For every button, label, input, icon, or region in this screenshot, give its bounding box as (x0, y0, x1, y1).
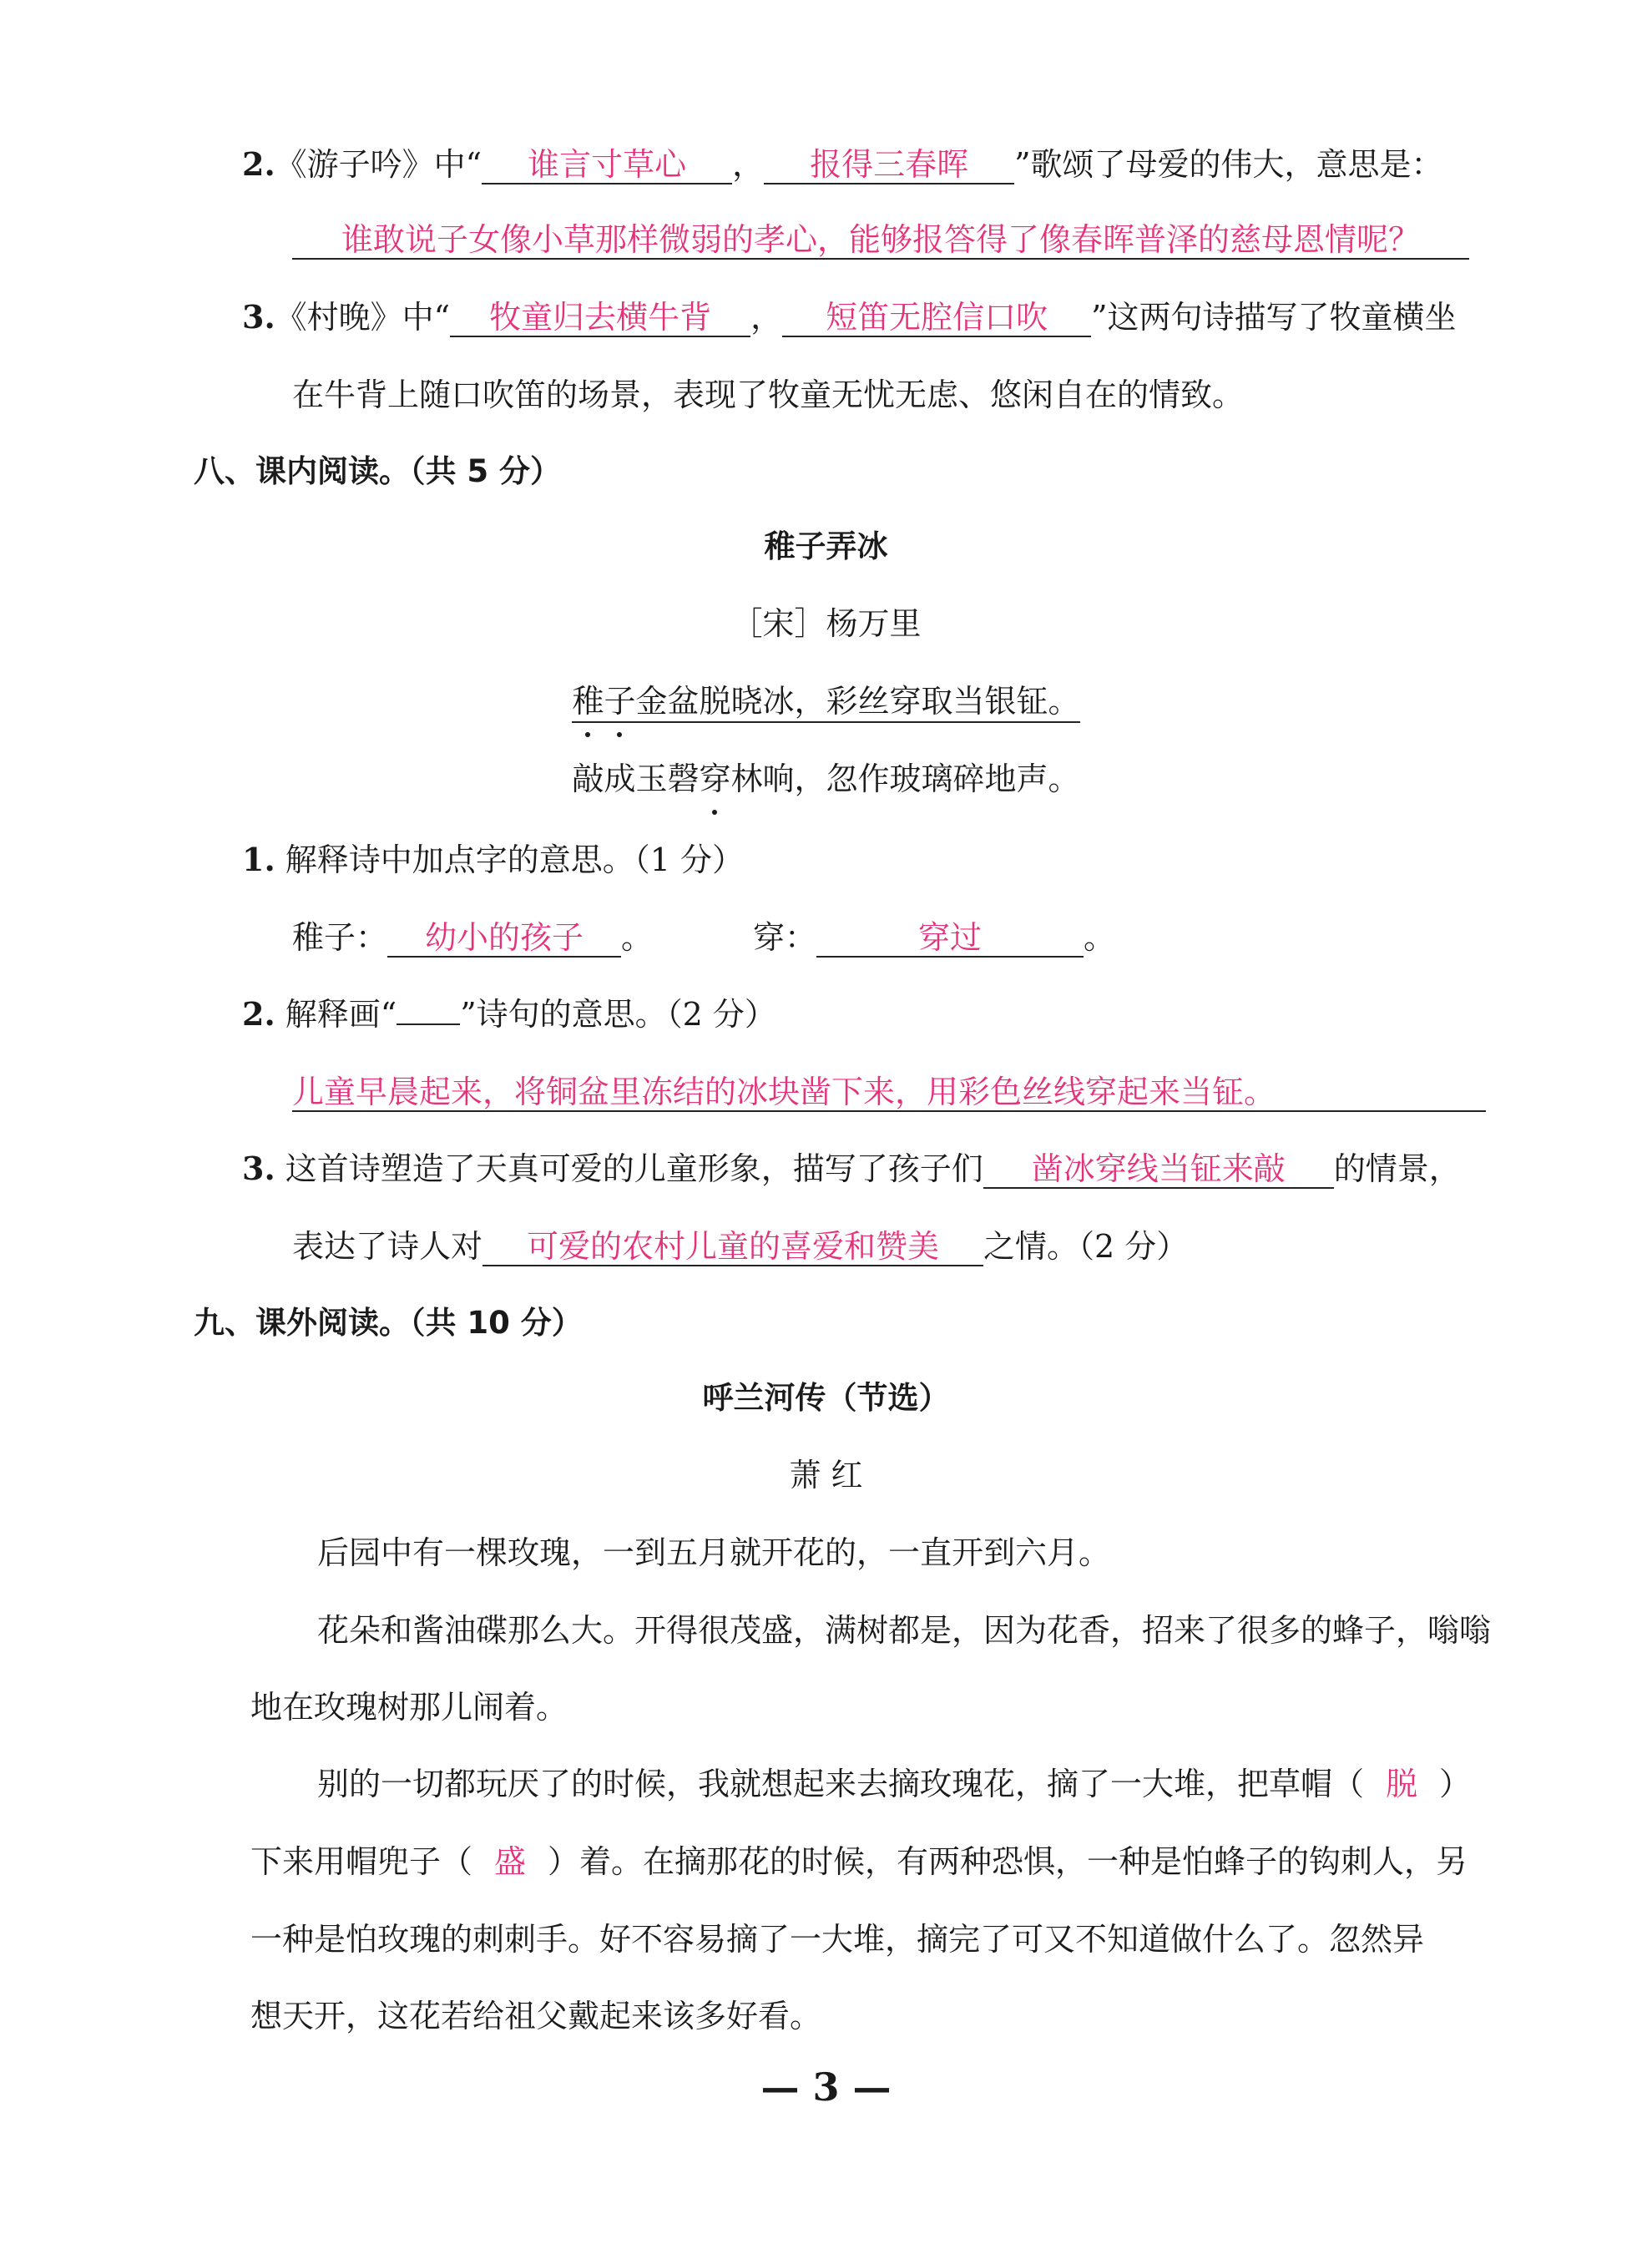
answer-blank: 谁言寸草心 (482, 146, 732, 184)
section-heading: 八、课内阅读。（共 5 分） (194, 453, 562, 489)
answer-blank: 穿过 (816, 919, 1084, 958)
answer-blank: 谁敢说子女像小草那样微弱的孝心，能够报答得了像春晖普泽的慈母恩情呢？ (292, 221, 1469, 260)
paragraph-2-line-1: 花朵和酱油碟那么大。开得很茂盛，满树都是，因为花香，招来了很多的蜂子，嗡嗡 (317, 1612, 1492, 1649)
sec8-q3-line1: 3. 这首诗塑造了天真可爱的儿童形象，描写了孩子们 凿冰穿线当钲来敲 的情景， (242, 1150, 1461, 1187)
poem-author: ［宋］杨万里 (730, 605, 922, 642)
paragraph-3-line-1: 别的一切都玩厌了的时候，我就想起来去摘玫瑰花，摘了一大堆，把草帽（ 脱 ） (317, 1766, 1472, 1802)
article-title: 呼兰河传（节选） (702, 1380, 950, 1416)
sec8-q1: 1. 解释诗中加点字的意思。（1 分） (242, 841, 745, 878)
paragraph-1: 后园中有一棵玫瑰，一到五月就开花的，一直开到六月。 (317, 1534, 1111, 1571)
answer-blank: 短笛无腔信口吹 (782, 299, 1091, 337)
article-author: 萧 红 (789, 1457, 863, 1493)
paragraph-3-line-3: 一种是怕玫瑰的刺刺手。好不容易摘了一大堆，摘完了可又不知道做什么了。忽然异 (250, 1921, 1425, 1958)
paragraph-2-line-2: 地在玫瑰树那儿闹着。 (250, 1689, 568, 1726)
page-number: — 3 — (760, 2065, 892, 2110)
sec8-q3-line2: 表达了诗人对 可爱的农村儿童的喜爱和赞美 之情。（2 分） (292, 1228, 1189, 1265)
paragraph-3-line-4: 想天开，这花若给祖父戴起来该多好看。 (250, 1998, 822, 2034)
answer-blank: 可爱的农村儿童的喜爱和赞美 (482, 1228, 983, 1266)
q7-item3-line1: 3.《村晚》中“ 牧童归去横牛背 ， 短笛无腔信口吹 ”这两句诗描写了牧童横坐 (242, 298, 1457, 336)
poem-title: 稚子弄冰 (764, 528, 888, 564)
answer-blank: 儿童早晨起来，将铜盆里冻结的冰块凿下来，用彩色丝线穿起来当钲。 (292, 1074, 1486, 1112)
poem-line-2: 敲成玉磬穿林响，忽作玻璃碎地声。 (0, 758, 1652, 800)
answer-blank: 幼小的孩子 (387, 919, 621, 958)
q7-item2-line1: 2.《游子吟》中“ 谁言寸草心 ， 报得三春晖 ”歌颂了母爱的伟大，意思是： (242, 145, 1443, 183)
poem-line-1: 稚子金盆脱晓冰，彩丝穿取当银钲。 (0, 680, 1652, 722)
answer-blank: 凿冰穿线当钲来敲 (983, 1150, 1334, 1189)
sec8-q2: 2. 解释画“ ”诗句的意思。（2 分） (242, 995, 776, 1033)
sec8-q1-answers: 稚子： 幼小的孩子 。 穿： 穿过 。 (292, 919, 1116, 956)
q7-item3-line2: 在牛背上随口吹笛的场景，表现了牧童无忧无虑、悠闲自在的情致。 (292, 377, 1245, 413)
q7-item2-meaning (292, 219, 1469, 260)
section-heading: 九、课外阅读。（共 10 分） (194, 1305, 583, 1341)
paragraph-3-line-2: 下来用帽兜子（ 盛 ）着。在摘那花的时候，有两种恐惧，一种是怕蜂子的钩刺人，另 (250, 1843, 1468, 1880)
answer-blank: 牧童归去横牛背 (450, 299, 750, 337)
sec8-q2-answer (292, 1071, 1486, 1113)
answer-blank: 报得三春晖 (764, 146, 1014, 184)
